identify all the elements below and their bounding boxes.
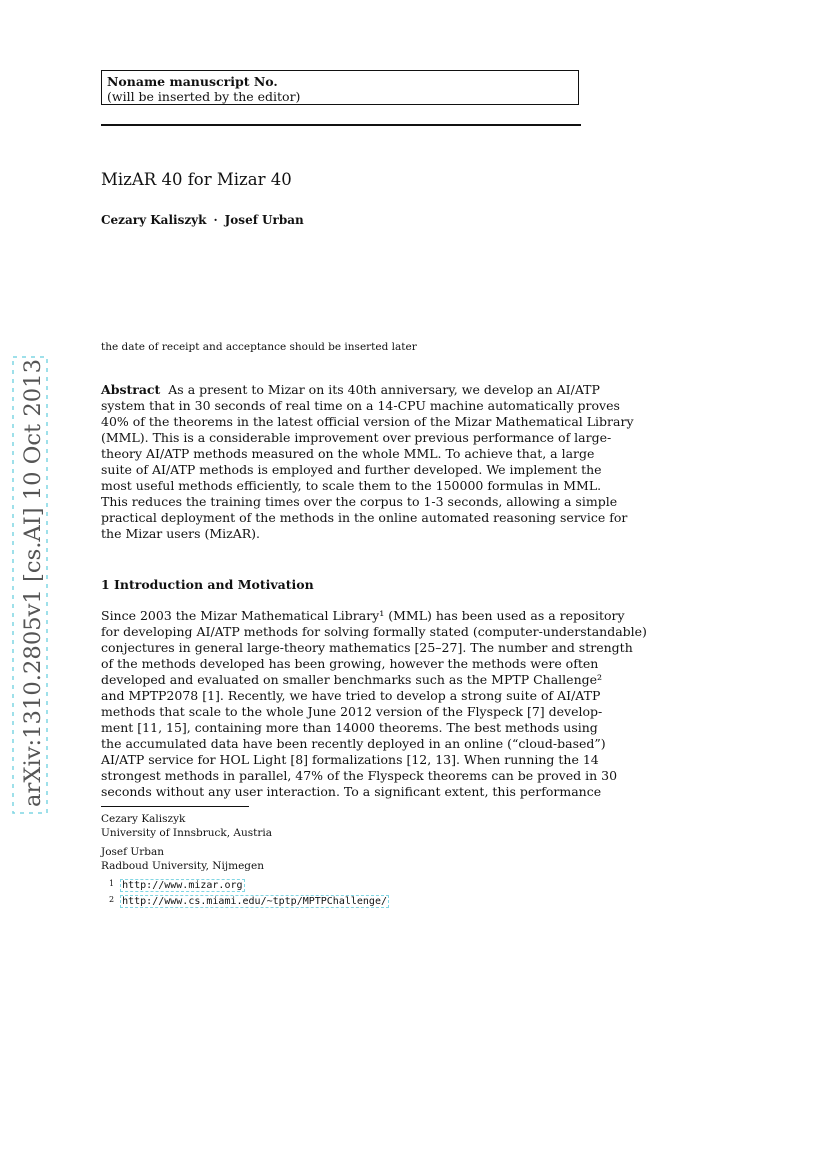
author-second: Josef Urban <box>224 213 304 227</box>
section-body <box>101 608 647 800</box>
body-line: developed and evaluated on smaller benchmarks such as the MPTP Challenge² <box>101 672 603 687</box>
abstract-line: (MML). This is a considerable improvement over previous performance of large- <box>101 430 612 445</box>
body-line: for developing AI/ATP methods for solving formally stated (computer-understandable) <box>101 624 647 639</box>
body-line: ment [11, 15], containing more than 14000 theorems. The best methods using <box>101 720 598 735</box>
footnote-link[interactable]: http://www.cs.miami.edu/~tptp/MPTPChallenge/ <box>122 896 387 907</box>
affiliation-institution: University of Innsbruck, Austria <box>101 827 272 839</box>
body-line: of the methods developed has been growing, however the methods were often <box>101 656 599 671</box>
footnote-1 <box>109 879 245 891</box>
affiliation-name: Cezary Kaliszyk <box>101 813 186 825</box>
footnote-2 <box>109 895 389 907</box>
body-line: Since 2003 the Mizar Mathematical Library¹ (MML) has been used as a repository <box>101 608 625 623</box>
author-list <box>101 213 304 227</box>
body-line: the accumulated data have been recently deployed in an online (“cloud-based”) <box>101 736 606 751</box>
body-line: AI/ATP service for HOL Light [8] formalizations [12, 13]. When running the 14 <box>101 752 599 767</box>
author-separator: · <box>213 213 218 227</box>
footnote-number: 2 <box>109 895 115 904</box>
author-first: Cezary Kaliszyk <box>101 213 207 227</box>
abstract-line: most useful methods efficiently, to scale them to the 150000 formulas in MML. <box>101 478 602 493</box>
manuscript-number: Noname manuscript No. <box>107 74 278 89</box>
section-heading: 1 Introduction and Motivation <box>101 577 314 592</box>
body-line: methods that scale to the whole June 2012 version of the Flyspeck [7] develop- <box>101 704 603 719</box>
abstract <box>101 382 634 542</box>
header-box <box>101 70 579 105</box>
body-line: strongest methods in parallel, 47% of the Flyspeck theorems can be proved in 30 <box>101 768 618 783</box>
abstract-line: suite of AI/ATP methods is employed and further developed. We implement the <box>101 462 602 477</box>
abstract-line: theory AI/ATP methods measured on the whole MML. To achieve that, a large <box>101 446 595 461</box>
arxiv-stamp-text: arXiv:1310.2805v1 [cs.AI] 10 Oct 2013 <box>20 362 46 807</box>
affiliation-2 <box>101 845 264 873</box>
editor-note: (will be inserted by the editor) <box>107 89 301 104</box>
body-line: conjectures in general large-theory mathematics [25–27]. The number and strength <box>101 640 633 655</box>
abstract-line: practical deployment of the methods in the online automated reasoning service for <box>101 510 628 525</box>
paper-title: MizAR 40 for Mizar 40 <box>101 170 292 189</box>
abstract-line: This reduces the training times over the corpus to 1-3 seconds, allowing a simple <box>101 494 618 509</box>
arxiv-stamp[interactable] <box>10 355 50 815</box>
footnote-rule <box>101 806 249 807</box>
abstract-line: 40% of the theorems in the latest official version of the Mizar Mathematical Library <box>101 414 634 429</box>
affiliation-name: Josef Urban <box>101 846 164 858</box>
abstract-line: system that in 30 seconds of real time on a 14-CPU machine automatically proves <box>101 398 620 413</box>
body-line: and MPTP2078 [1]. Recently, we have tried to develop a strong suite of AI/ATP <box>101 688 601 703</box>
abstract-line: the Mizar users (MizAR). <box>101 526 261 541</box>
footnote-link[interactable]: http://www.mizar.org <box>122 880 243 891</box>
abstract-line: Abstract As a present to Mizar on its 40th anniversary, we develop an AI/ATP <box>101 382 600 397</box>
abstract-label: Abstract <box>101 382 161 397</box>
arxiv-stamp-graphic <box>10 355 50 815</box>
affiliation-institution: Radboud University, Nijmegen <box>101 860 264 872</box>
body-line: seconds without any user interaction. To a significant extent, this performance <box>101 784 602 799</box>
received-note: the date of receipt and acceptance should be inserted later <box>101 341 417 353</box>
footnote-number: 1 <box>109 879 115 888</box>
affiliation-1 <box>101 812 272 840</box>
title-rule <box>101 124 581 126</box>
